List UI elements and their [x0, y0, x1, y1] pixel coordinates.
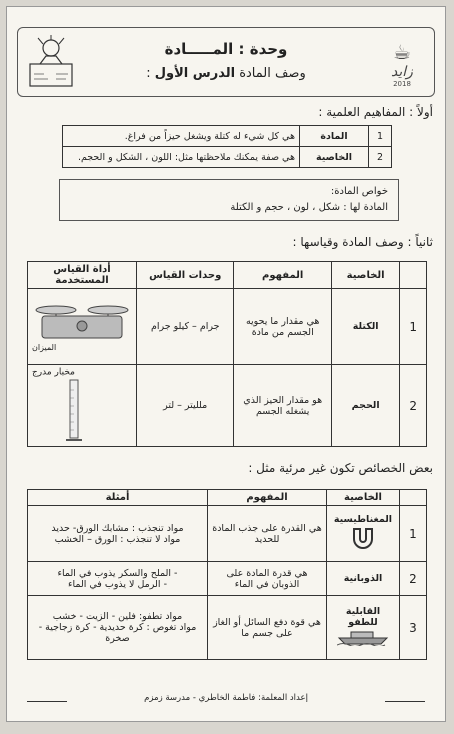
- measurement-table: [27, 261, 427, 447]
- table-header-row: [28, 490, 427, 506]
- row-num: 1: [400, 506, 427, 562]
- row-num: 1: [369, 126, 392, 147]
- table-row: [63, 147, 392, 168]
- section1-title: أولاً : المفاهيم العلمية :: [318, 105, 433, 119]
- school-logo: [378, 40, 426, 86]
- property-label: القابلية للطفو: [345, 606, 381, 628]
- lesson-title: [18, 66, 434, 81]
- header-cell: [400, 262, 427, 289]
- logo-text: زايد: [391, 64, 413, 80]
- header-cell: المفهوم: [234, 262, 332, 289]
- lesson-label: الدرس الأول: [154, 66, 236, 81]
- example-line: مواد تنجذب : مشابك الورق- حديد: [51, 522, 184, 534]
- row-num: 1: [400, 289, 427, 365]
- table-row: [28, 596, 427, 660]
- example-line: - الملح والسكر يذوب في الماء: [57, 567, 178, 579]
- properties-box: [59, 179, 399, 221]
- concept-cell: هي القدرة على جذب المادة للحديد: [208, 506, 327, 562]
- header-box: [17, 27, 435, 97]
- example-line: مواد تغوص : كرة حديدية - كرة زجاجية - صخرة: [38, 622, 197, 644]
- concept-cell: هي قوة دفع السائل أو الغاز على جسم ما: [208, 596, 327, 660]
- row-num: 2: [400, 365, 427, 447]
- example-line: مواد تطفو: فلين - الزيت - خشب: [52, 611, 183, 622]
- example-line: - الرمل لا يذوب في الماء: [67, 578, 167, 590]
- units-cell: جرام – كيلو جرام: [137, 289, 234, 365]
- property-label: المغناطيسية: [333, 513, 393, 525]
- graduated-cylinder-icon: [62, 378, 86, 444]
- table-header-row: [28, 262, 427, 289]
- term-cell: الخاصية: [300, 147, 369, 168]
- tool-cell: [28, 365, 137, 447]
- examples-cell: [28, 562, 208, 596]
- concept-cell: هي مقدار ما يحويه الجسم من مادة: [234, 289, 332, 365]
- concept-cell: هي قدرة المادة على الذوبان في الماء: [208, 562, 327, 596]
- definition-cell: هي صفة يمكنك ملاحظتها مثل: اللون ، الشكل و الحجم.: [63, 147, 300, 168]
- concept-cell: هو مقدار الحيز الذي يشغله الجسم: [234, 365, 332, 447]
- row-num: 2: [400, 562, 427, 596]
- balance-scale-icon: [32, 302, 132, 340]
- header-cell: وحدات القياس: [137, 262, 234, 289]
- logo-icon: ☕: [393, 40, 411, 64]
- header-cell: [400, 490, 427, 506]
- property-cell: الكتلة: [331, 289, 399, 365]
- ship-icon: [337, 628, 389, 646]
- invisible-properties-table: [27, 489, 427, 660]
- table-row: [63, 126, 392, 147]
- examples-cell: [28, 506, 208, 562]
- header-cell: أمثلة: [28, 490, 208, 506]
- section3-title: بعض الخصائص تكون غير مرئية مثل :: [248, 461, 433, 475]
- table-row: [28, 289, 427, 365]
- magnet-icon: [348, 525, 378, 551]
- section2-title: ثانياً : وصف المادة وقياسها :: [292, 235, 433, 249]
- tool-cell: [28, 289, 137, 365]
- tool-label: مخبار مدرج: [32, 367, 75, 378]
- term-cell: المادة: [300, 126, 369, 147]
- footer-credit: إعداد المعلمة: فاطمة الخاطري - مدرسة زمزم: [144, 693, 308, 703]
- tool-label: الميزان: [32, 342, 57, 352]
- table-row: [28, 365, 427, 447]
- table-row: [28, 562, 427, 596]
- lesson-name: : وصف المادة: [146, 66, 306, 81]
- property-cell: الذوبانية: [327, 562, 400, 596]
- property-cell: [327, 506, 400, 562]
- footer-divider-right: [385, 701, 425, 702]
- logo-year: 2018: [393, 80, 411, 88]
- examples-cell: [28, 596, 208, 660]
- unit-title: وحدة : المـــــادة: [164, 40, 288, 58]
- header-cell: الخاصية: [331, 262, 399, 289]
- row-num: 3: [400, 596, 427, 660]
- definition-cell: هي كل شيء له كتلة ويشغل حيزاً من فراغ.: [63, 126, 300, 147]
- concepts-table: [62, 125, 392, 168]
- row-num: 2: [369, 147, 392, 168]
- header-cell: الخاصية: [327, 490, 400, 506]
- header-cell: المفهوم: [208, 490, 327, 506]
- property-cell: الحجم: [331, 365, 399, 447]
- properties-title: خواص المادة:: [330, 186, 388, 197]
- properties-text: المادة لها : شكل ، لون ، حجم و الكتلة: [230, 202, 388, 213]
- table-row: [28, 506, 427, 562]
- property-cell: [327, 596, 400, 660]
- header-cell: أداة القياس المستخدمة: [28, 262, 137, 289]
- units-cell: ملليتر – لتر: [137, 365, 234, 447]
- worksheet-page: [6, 6, 446, 722]
- example-line: مواد لا تنجذب : الورق – الخشب: [54, 533, 181, 545]
